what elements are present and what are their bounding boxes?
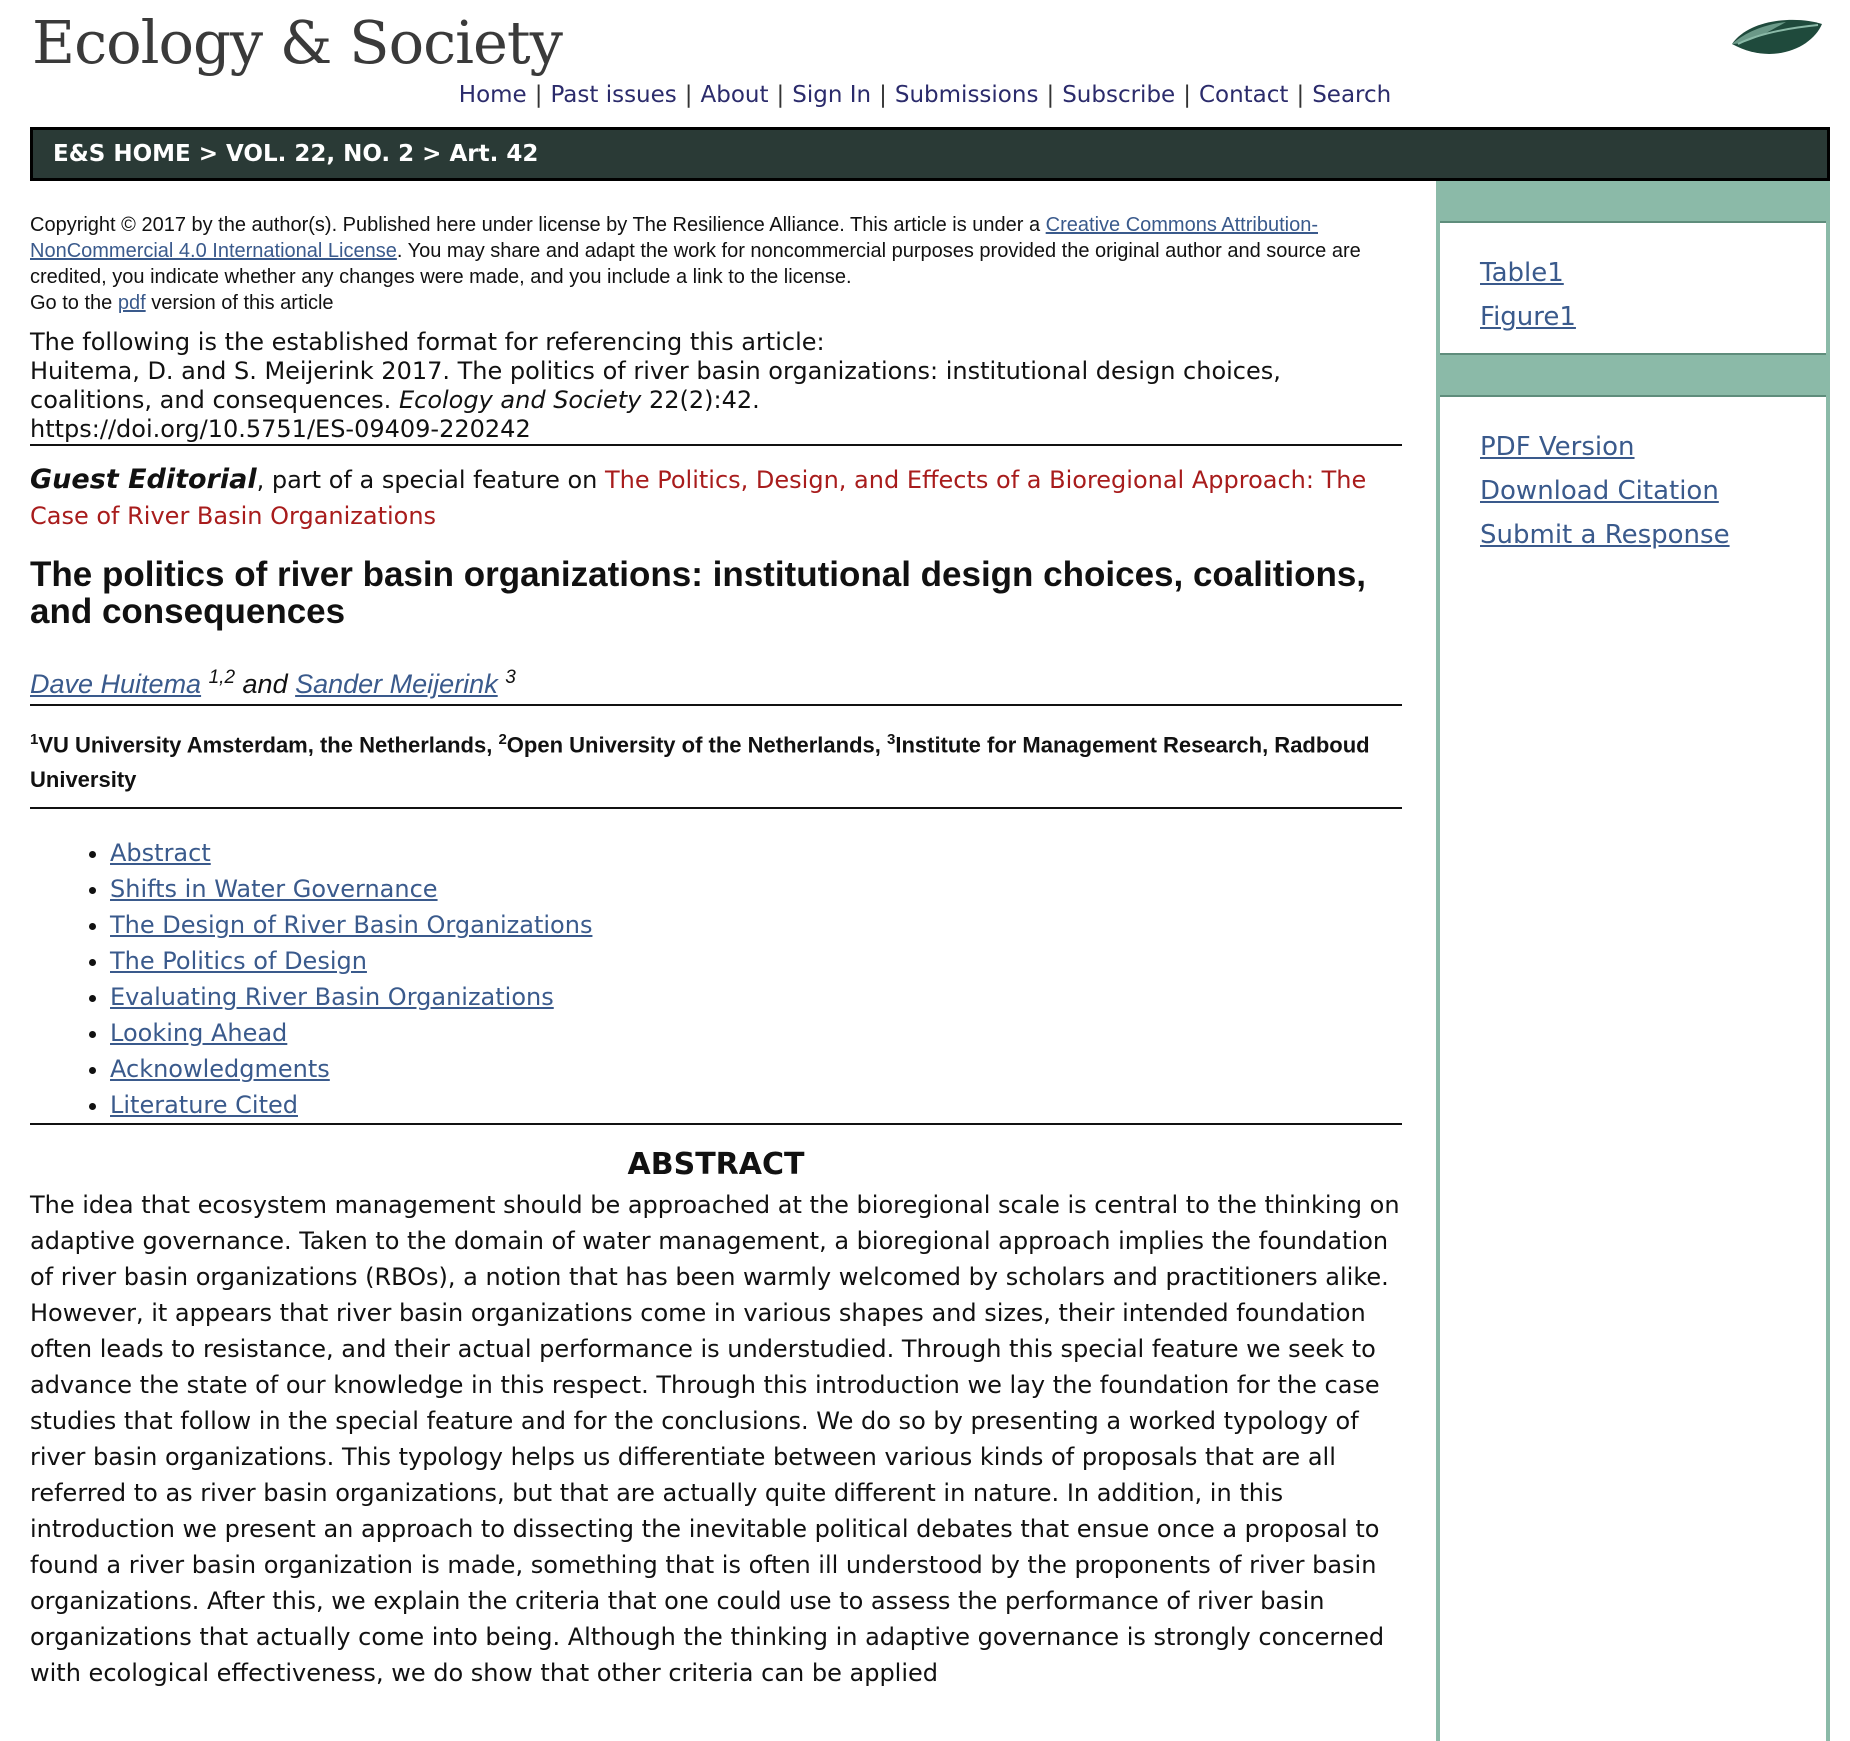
toc-link-acknowledgments[interactable]: Acknowledgments [110, 1055, 330, 1084]
citation-block [30, 328, 1402, 444]
divider [30, 1123, 1402, 1125]
citation-doi: https://doi.org/10.5751/ES-09409-220242 [30, 415, 531, 443]
toc-item [110, 1015, 1402, 1051]
sidebar-band [1440, 181, 1826, 221]
affil-number: 2 [498, 731, 507, 748]
author-affil-sup: 1,2 [208, 667, 236, 688]
sidebar-link-pdf[interactable]: PDF Version [1480, 432, 1635, 462]
site-logo[interactable]: Ecology & Society [32, 8, 562, 77]
divider [30, 444, 1402, 446]
abstract-body: The idea that ecosystem management should be approached at the bioregional scale is central to the thinking on adaptive governance. Taken to the domain of water management, a bioregional approach implies the foundation of river basin organizations (RBOs), a notion that has been warmly welcomed by scholars and practitioners alike. However, it appears that river basin organizations come in various shapes and sizes, their intended foundation often leads to resistance, and their actual performance is understudied. Through this special feature we seek to advance the state of our knowledge in this respect. Through this introduction we lay the foundation for the case studies that follow in the special feature and for the conclusions. We do so by presenting a worked typology of river basin organizations. This typology helps us differentiate between various kinds of proposals that are all referred to as river basin organizations, but that are actually quite different in nature. In addition, in this introduction we present an approach to dissecting the inevitable political debates that ensue once a proposal to found a river basin organization is made, something that is often ill understood by the proponents of river basin organizations. After this, we explain the criteria that one could use to assess the performance of river basin organizations that actually come into being. Although the thinking in adaptive governance is strongly concerned with ecological effectiveness, we do show that other criteria can be applied [30, 1191, 1400, 1688]
toc-link-shifts[interactable]: Shifts in Water Governance [110, 875, 438, 904]
nav-separator: | [1046, 82, 1055, 108]
citation-text [30, 357, 1402, 415]
abstract-heading: ABSTRACT [627, 1147, 805, 1183]
special-feature-line [30, 462, 1402, 534]
toc-link-evaluating[interactable]: Evaluating River Basin Organizations [110, 983, 554, 1012]
nav-separator: | [879, 82, 887, 108]
toc-item [110, 979, 1402, 1015]
nav-about[interactable]: About [700, 82, 769, 108]
toc-link-design[interactable]: The Design of River Basin Organizations [110, 911, 593, 940]
leaf-icon [1728, 14, 1824, 68]
sidebar-tools-box [1440, 395, 1826, 571]
sidebar-link-figure1[interactable]: Figure1 [1480, 302, 1576, 332]
toc-item [110, 871, 1402, 907]
sidebar-band [1440, 353, 1826, 395]
pdf-suffix: version of this article [145, 292, 334, 314]
article-title: The politics of river basin organizations: institutional design choices, coalitions, and consequences [30, 555, 1367, 631]
article-main [30, 212, 1402, 1715]
nav-separator: | [684, 82, 693, 108]
divider [30, 807, 1402, 809]
license-notice [30, 212, 1402, 316]
citation-volume: 22(2):42. [641, 386, 760, 414]
affil-number: 1 [30, 731, 39, 748]
nav-separator: | [1183, 82, 1191, 108]
toc-item [110, 943, 1402, 979]
table-of-contents [30, 835, 1402, 1123]
author-affil-sup: 3 [505, 667, 516, 688]
journal-name: Ecology and Society [398, 386, 642, 414]
nav-subscribe[interactable]: Subscribe [1062, 82, 1176, 108]
article-type: Guest Editorial [30, 464, 257, 495]
sidebar-figures-box [1440, 221, 1826, 353]
breadcrumb[interactable]: E&S HOME > VOL. 22, NO. 2 > Art. 42 [30, 127, 1830, 181]
nav-contact[interactable]: Contact [1198, 82, 1289, 108]
license-link[interactable]: Creative Commons Attribution-NonCommercial 4.0 International License [30, 214, 1318, 262]
citation-intro: The following is the established format for referencing this article: [30, 328, 825, 356]
toc-link-looking-ahead[interactable]: Looking Ahead [110, 1019, 288, 1048]
license-text-2: . You may share and adapt the work for noncommercial purposes provided the original author and source are credited, you indicate whether any changes were made, and you include a link to the license. [30, 240, 1361, 288]
sidebar-link-download-citation[interactable]: Download Citation [1480, 476, 1719, 506]
affil-name: Open University of the Netherlands, [506, 732, 887, 758]
nav-past-issues[interactable]: Past issues [550, 82, 677, 108]
author-list [30, 658, 1402, 704]
sidebar-link-submit-response[interactable]: Submit a Response [1480, 520, 1730, 550]
citation-body: Huitema, D. and S. Meijerink 2017. The politics of river basin organizations: institutional design choices, coalitions, and consequences. [30, 357, 1281, 414]
pdf-link[interactable]: pdf [117, 292, 146, 314]
nav-separator: | [1296, 82, 1305, 108]
top-navigation [0, 82, 1850, 108]
nav-sign-in[interactable]: Sign In [792, 82, 872, 108]
nav-separator: | [776, 82, 785, 108]
toc-item [110, 1087, 1402, 1123]
site-header [0, 0, 1850, 128]
affil-name: VU University Amsterdam, the Netherlands, [38, 732, 499, 758]
nav-separator: | [534, 82, 543, 108]
toc-item [110, 1051, 1402, 1087]
affiliations [30, 706, 1402, 807]
toc-link-politics[interactable]: The Politics of Design [110, 947, 367, 976]
toc-link-literature[interactable]: Literature Cited [110, 1091, 298, 1120]
nav-submissions[interactable]: Submissions [894, 82, 1039, 108]
toc-item [110, 907, 1402, 943]
nav-search[interactable]: Search [1312, 82, 1392, 108]
pdf-prefix: Go to the [30, 292, 118, 314]
nav-home[interactable]: Home [458, 82, 527, 108]
toc-link-abstract[interactable]: Abstract [110, 839, 211, 868]
author-link-meijerink[interactable]: Sander Meijerink [295, 669, 498, 699]
license-text: Copyright © 2017 by the author(s). Published here under license by The Resilience Alliance. This article is under a [30, 214, 1046, 236]
special-feature-title[interactable]: The Politics, Design, and Effects of a Bioregional Approach: The Case of River Basin Organizations [30, 466, 1367, 530]
author-conjunction: and [242, 669, 288, 699]
sidebar-link-table1[interactable]: Table1 [1480, 258, 1564, 288]
author-link-huitema[interactable]: Dave Huitema [30, 669, 202, 699]
sidebar [1436, 181, 1830, 1741]
affil-name: Institute for Management Research, Radboud University [30, 732, 1370, 793]
affil-number: 3 [886, 731, 896, 748]
feature-connector: , part of a special feature on [256, 466, 605, 494]
toc-item [110, 835, 1402, 871]
